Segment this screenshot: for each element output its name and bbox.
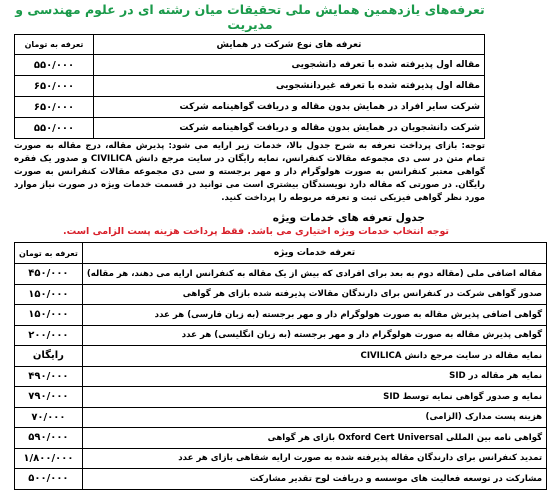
special-services-table — [14, 242, 547, 490]
row-description: شرکت دانشجویان در همایش بدون مقاله و دریافت گواهینامه شرکت — [94, 118, 485, 139]
table-row — [15, 284, 547, 305]
row-price: ۵۰۰/۰۰۰ — [15, 469, 83, 490]
table-header-row — [15, 35, 485, 55]
table-row — [15, 76, 485, 97]
row-description: نمایه هر مقاله در SID — [82, 366, 546, 387]
row-price: ۷۹۰/۰۰۰ — [15, 387, 83, 408]
header-price: تعرفه به تومان — [15, 243, 83, 264]
row-description: مقاله اول پذیرفته شده با تعرفه غیردانشجویی — [94, 76, 485, 97]
row-description: نمایه مقاله در سایت مرجع دانش CIVILICA — [82, 346, 546, 367]
table-row — [15, 55, 485, 76]
row-price: رایگان — [15, 346, 83, 367]
table-row — [15, 97, 485, 118]
special-services-title: جدول تعرفه های خدمات ویژه — [272, 212, 425, 224]
row-price: ۶۵۰/۰۰۰ — [15, 97, 94, 118]
table-row — [15, 469, 547, 490]
table-row — [15, 387, 547, 408]
table-row — [15, 325, 547, 346]
row-description: نمایه و صدور گواهی نمایه توسط SID — [82, 387, 546, 408]
row-description: هزینه پست مدارک (الزامی) — [82, 407, 546, 428]
row-price: ۶۵۰/۰۰۰ — [15, 76, 94, 97]
table-row — [15, 118, 485, 139]
row-description: گواهی نامه بین المللی Oxford Cert Universal بازای هر گواهی — [82, 428, 546, 449]
row-price: ۲۰۰/۰۰۰ — [15, 325, 83, 346]
row-description: گواهی اضافی پذیرش مقاله به صورت هولوگرام دار و مهر برجسته (به زبان فارسی) هر عدد — [82, 305, 546, 326]
header-description: تعرفه های نوع شرکت در همایش — [94, 35, 485, 55]
table-row — [15, 346, 547, 367]
row-price: ۵۹۰/۰۰۰ — [15, 428, 83, 449]
row-price: ۵۵۰/۰۰۰ — [15, 55, 94, 76]
table-row — [15, 448, 547, 469]
row-description: گواهی پذیرش مقاله به صورت هولوگرام دار و مهر برجسته (به زبان انگلیسی) هر عدد — [82, 325, 546, 346]
row-price: ۴۹۰/۰۰۰ — [15, 366, 83, 387]
participation-fees-table — [14, 34, 485, 139]
warning-note: توجه انتخاب خدمات ویژه اختیاری می باشد. فقط پرداخت هزینه پست الزامی است. — [63, 226, 449, 237]
row-price: ۱۵۰/۰۰۰ — [15, 284, 83, 305]
row-price: ۴۵۰/۰۰۰ — [15, 264, 83, 285]
page-title: تعرفه‌های یازدهمین همایش ملی تحقیقات میان رشته ای در علوم مهندسی و مدیریت — [15, 2, 485, 32]
table-header-row — [15, 243, 547, 264]
header-description: تعرفه خدمات ویژه — [82, 243, 546, 264]
row-description: مشارکت در توسعه فعالیت های موسسه و دریافت لوح تقدیر مشارکت — [82, 469, 546, 490]
row-price: ۵۵۰/۰۰۰ — [15, 118, 94, 139]
table-row — [15, 407, 547, 428]
header-price: تعرفه به تومان — [15, 35, 94, 55]
row-description: مقاله اول پذیرفته شده با تعرفه دانشجویی — [94, 55, 485, 76]
row-description: شرکت سایر افراد در همایش بدون مقاله و دریافت گواهینامه شرکت — [94, 97, 485, 118]
row-description: تمدید کنفرانس برای دارندگان مقاله پذیرفته شده به صورت ارایه شفاهی بازای هر عدد — [82, 448, 546, 469]
row-price: ۱۵۰/۰۰۰ — [15, 305, 83, 326]
notes-paragraph: توجه: بازای پرداخت تعرفه به شرح جدول بالا، خدمات زیر ارایه می شود: پذیرش مقاله، درج مقاله به صورت تمام متن در سی دی مجموعه مقالات کنفرانس، نمایه رایگان در سایت مرجع دانش CIVILICA و صدور یک فقره گواهی معتبر کنفرانس به صورت هولوگرام دار و مهر برجسته و سی دی مجموعه مقالات کنفرانس به صورت رایگان. در صورتی که مقاله دارد نویسندگان بیشتری است می توانید در قسمت خدمات ویژه در صورت نیاز موارد مورد نظر گواهی فیزیکی ثبت و تعرفه مربوطه را پرداخت کنید. — [14, 141, 485, 203]
row-price: ۷۰/۰۰۰ — [15, 407, 83, 428]
row-price: ۱/۸۰۰/۰۰۰ — [15, 448, 83, 469]
table-row — [15, 428, 547, 449]
table-row — [15, 305, 547, 326]
table-row — [15, 366, 547, 387]
table-row — [15, 264, 547, 285]
row-description: صدور گواهی شرکت در کنفرانس برای دارندگان مقالات پذیرفته شده بازای هر گواهی — [82, 284, 546, 305]
row-description: مقاله اضافی ملی (مقاله دوم به بعد برای افرادی که بیش از یک مقاله به کنفرانس ارایه می دهند، هر مقاله) — [82, 264, 546, 285]
